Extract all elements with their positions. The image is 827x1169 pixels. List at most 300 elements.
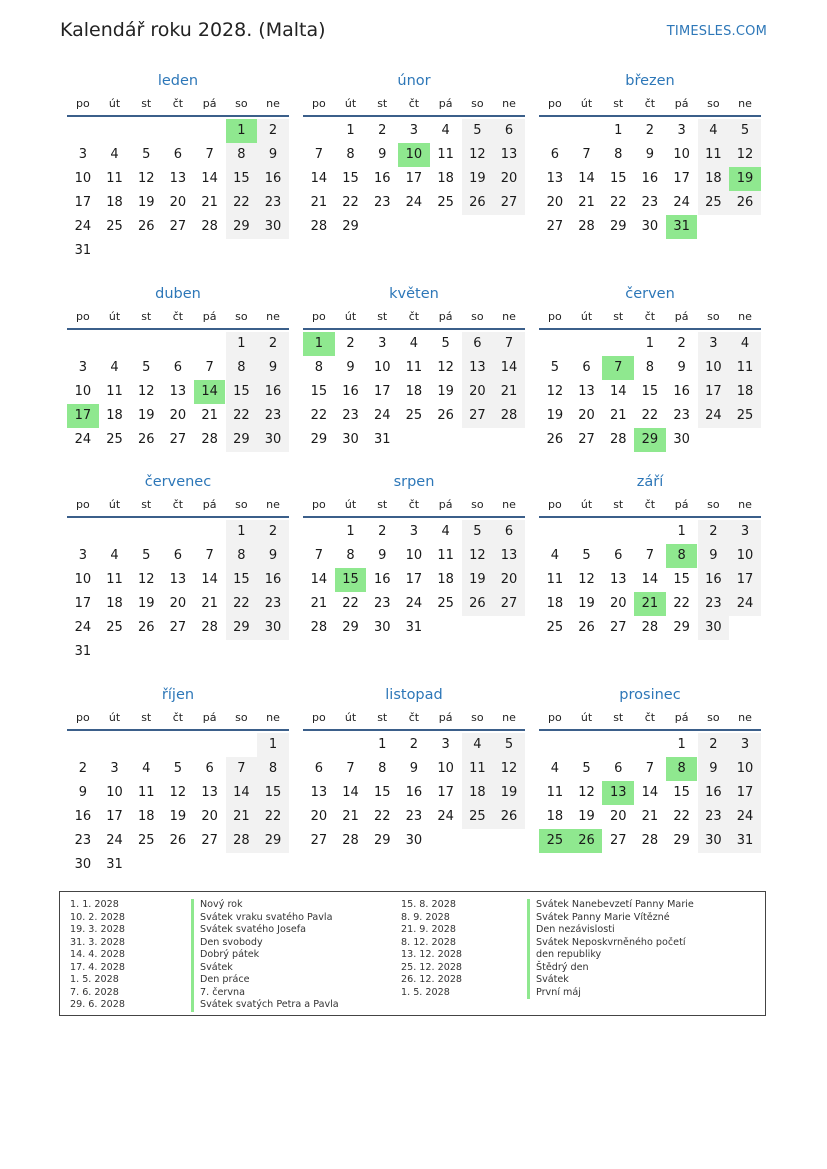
day-cell: 11	[405, 360, 423, 375]
weekday-label: so	[471, 310, 484, 323]
weekday-label: so	[235, 310, 248, 323]
day-cell: 24	[405, 596, 423, 611]
day-cell: 11	[437, 147, 454, 162]
day-cell: 29	[342, 219, 359, 234]
day-cell: 21	[578, 195, 595, 210]
weekday-label: so	[707, 310, 720, 323]
day-cell: 5	[142, 548, 151, 563]
day-cell: 5	[441, 336, 450, 351]
weekday-label: st	[377, 498, 388, 511]
day-cell: 26	[578, 620, 595, 635]
day-cell: 17	[698, 380, 730, 404]
day-cell: 25	[137, 833, 155, 848]
day-cell: 16	[257, 167, 289, 191]
legend-holiday-name: Svátek Neposkvrněného početí	[527, 937, 686, 950]
weekday-header	[303, 711, 525, 731]
day-cell: 3	[78, 147, 87, 162]
legend-date: 21. 9. 2028	[401, 924, 456, 935]
day-cell: 27	[493, 191, 525, 215]
day-cell: 11	[106, 171, 123, 186]
day-cell: 23	[74, 833, 92, 848]
day-cell: 8	[226, 143, 258, 167]
day-cell: 2	[409, 737, 419, 752]
day-cell: 22	[673, 809, 690, 824]
month-name: září	[636, 474, 664, 490]
weekday-header	[303, 97, 525, 117]
weekday-label: so	[707, 711, 720, 724]
weekday-label: út	[580, 310, 593, 323]
day-cell: 1	[257, 733, 289, 757]
weekday-label: ne	[502, 498, 516, 511]
day-cell: 5	[582, 548, 591, 563]
day-cell: 5	[173, 761, 183, 776]
weekday-label: po	[311, 498, 326, 511]
day-cell: 22	[310, 408, 328, 423]
day-cell: 19	[493, 781, 525, 805]
day-cell: 13	[201, 785, 218, 800]
day-cell: 30	[698, 829, 730, 853]
day-cell: 21	[342, 809, 359, 824]
day-cell: 27	[462, 404, 494, 428]
holiday-day-cell: 21	[634, 592, 666, 616]
day-cell: 15	[373, 785, 391, 800]
day-cell: 20	[169, 408, 187, 423]
day-cell: 21	[201, 408, 218, 423]
day-cell: 10	[437, 761, 454, 776]
day-cell: 18	[546, 596, 564, 611]
weekday-header	[539, 97, 761, 117]
day-cell: 15	[226, 167, 258, 191]
day-cell: 15	[673, 785, 690, 800]
day-cell: 21	[226, 805, 258, 829]
weekday-label: st	[141, 310, 152, 323]
day-cell: 23	[673, 408, 690, 423]
day-cell: 17	[729, 568, 761, 592]
header-rule	[539, 516, 761, 518]
day-cell: 24	[405, 195, 423, 210]
day-cell: 13	[493, 544, 525, 568]
day-cell: 30	[641, 219, 659, 234]
day-cell: 20	[578, 408, 595, 423]
weekday-label: pá	[438, 711, 453, 724]
weekday-label: ne	[266, 97, 280, 110]
day-cell: 6	[173, 360, 183, 375]
legend-date: 19. 3. 2028	[70, 924, 125, 935]
day-cell: 9	[409, 761, 419, 776]
day-cell: 27	[201, 833, 218, 848]
day-cell: 13	[310, 785, 328, 800]
day-cell: 8	[346, 147, 355, 162]
header-rule	[539, 115, 761, 117]
weekday-label: so	[471, 498, 484, 511]
day-cell: 11	[462, 757, 494, 781]
day-cell: 23	[641, 195, 659, 210]
day-cell: 21	[310, 195, 328, 210]
day-cell: 10	[74, 572, 92, 587]
day-cell: 18	[729, 380, 761, 404]
day-cell: 4	[142, 761, 151, 776]
day-cell: 15	[609, 171, 627, 186]
month-name: květen	[389, 286, 439, 302]
day-cell: 7	[314, 147, 323, 162]
day-cell: 13	[546, 171, 564, 186]
day-cell: 19	[137, 596, 155, 611]
weekday-label: po	[311, 310, 326, 323]
day-cell: 9	[645, 147, 655, 162]
weekday-label: út	[108, 310, 121, 323]
day-cell: 24	[729, 805, 761, 829]
day-cell: 4	[110, 548, 119, 563]
weekday-label: so	[235, 711, 248, 724]
day-cell: 29	[673, 833, 690, 848]
day-cell: 12	[137, 384, 155, 399]
day-cell: 4	[698, 119, 730, 143]
weekday-header	[303, 498, 525, 518]
day-cell: 24	[373, 408, 391, 423]
header-rule	[303, 328, 525, 330]
header-rule	[539, 328, 761, 330]
day-cell: 16	[641, 171, 659, 186]
weekday-label: so	[235, 97, 248, 110]
day-cell: 28	[201, 620, 218, 635]
day-cell: 26	[546, 432, 564, 447]
day-cell: 19	[137, 195, 155, 210]
holiday-day-cell: 10	[398, 143, 430, 167]
legend-holiday-name: Svátek Panny Marie Vítězné	[527, 912, 670, 925]
weekday-header	[539, 310, 761, 330]
day-cell: 14	[641, 785, 659, 800]
holiday-day-cell: 31	[666, 215, 698, 239]
header-rule	[303, 516, 525, 518]
day-cell: 10	[106, 785, 123, 800]
day-cell: 27	[578, 432, 595, 447]
day-cell: 4	[110, 147, 119, 162]
day-cell: 29	[226, 428, 258, 452]
weekday-label: út	[344, 498, 357, 511]
day-cell: 5	[582, 761, 591, 776]
day-cell: 29	[226, 215, 258, 239]
weekday-label: čt	[408, 498, 420, 511]
weekday-label: út	[344, 97, 357, 110]
day-cell: 1	[645, 336, 655, 351]
holiday-day-cell: 8	[666, 544, 698, 568]
day-cell: 29	[310, 432, 328, 447]
day-cell: 3	[409, 123, 419, 138]
holiday-day-cell: 17	[67, 404, 99, 428]
day-cell: 19	[137, 408, 155, 423]
day-cell: 9	[677, 360, 686, 375]
day-cell: 19	[462, 167, 494, 191]
day-cell: 19	[462, 568, 494, 592]
day-cell: 22	[641, 408, 659, 423]
header-rule	[67, 115, 289, 117]
day-cell: 11	[729, 356, 761, 380]
day-cell: 2	[257, 520, 289, 544]
holiday-day-cell: 26	[571, 829, 603, 853]
day-cell: 10	[729, 757, 761, 781]
day-cell: 24	[673, 195, 690, 210]
day-cell: 9	[698, 544, 730, 568]
day-cell: 25	[546, 620, 564, 635]
day-cell: 7	[205, 147, 214, 162]
day-cell: 1	[677, 737, 686, 752]
day-cell: 20	[201, 809, 218, 824]
day-cell: 28	[201, 219, 218, 234]
day-cell: 9	[378, 548, 387, 563]
day-cell: 6	[462, 332, 494, 356]
month-name: duben	[155, 286, 201, 302]
day-cell: 26	[137, 432, 155, 447]
weekday-label: út	[344, 711, 357, 724]
day-cell: 27	[169, 620, 187, 635]
day-cell: 16	[673, 384, 690, 399]
weekday-label: pá	[674, 97, 689, 110]
day-cell: 26	[462, 592, 494, 616]
weekday-label: ne	[266, 310, 280, 323]
legend-holiday-name: Den nezávislosti	[527, 924, 615, 937]
day-cell: 25	[698, 191, 730, 215]
day-cell: 21	[641, 809, 659, 824]
day-cell: 13	[169, 171, 187, 186]
day-cell: 3	[409, 524, 419, 539]
day-cell: 4	[441, 123, 450, 138]
day-cell: 14	[201, 572, 218, 587]
weekday-label: pá	[202, 310, 217, 323]
weekday-label: st	[613, 97, 624, 110]
weekday-label: st	[141, 711, 152, 724]
day-cell: 30	[257, 428, 289, 452]
holiday-day-cell: 8	[666, 757, 698, 781]
day-cell: 4	[110, 360, 119, 375]
weekday-header	[539, 711, 761, 731]
holiday-day-cell: 7	[602, 356, 634, 380]
day-cell: 2	[378, 123, 387, 138]
day-cell: 2	[698, 733, 730, 757]
legend-date: 8. 9. 2028	[401, 911, 450, 923]
legend-date: 15. 8. 2028	[401, 899, 456, 910]
day-cell: 22	[226, 191, 258, 215]
month-name: červen	[625, 286, 675, 302]
weekday-label: po	[75, 97, 90, 110]
day-cell: 29	[342, 620, 359, 635]
weekday-label: ne	[266, 711, 280, 724]
header-rule	[303, 115, 525, 117]
day-cell: 15	[342, 171, 359, 186]
site-link[interactable]: TIMESLES.COM	[666, 24, 767, 39]
day-cell: 21	[493, 380, 525, 404]
weekday-label: út	[580, 97, 593, 110]
day-cell: 15	[310, 384, 328, 399]
day-cell: 22	[257, 805, 289, 829]
legend-holiday-name: Svátek	[191, 962, 233, 975]
day-cell: 28	[641, 620, 659, 635]
day-cell: 15	[257, 781, 289, 805]
day-cell: 16	[698, 568, 730, 592]
day-cell: 19	[546, 408, 564, 423]
day-cell: 4	[441, 524, 450, 539]
day-cell: 19	[169, 809, 187, 824]
day-cell: 14	[342, 785, 359, 800]
legend-holiday-name: Svátek	[527, 974, 569, 987]
day-cell: 10	[729, 544, 761, 568]
weekday-header	[67, 498, 289, 518]
day-cell: 8	[226, 544, 258, 568]
day-cell: 23	[405, 809, 423, 824]
weekday-label: po	[311, 711, 326, 724]
day-cell: 10	[673, 147, 690, 162]
day-cell: 21	[609, 408, 627, 423]
day-cell: 3	[677, 123, 686, 138]
day-cell: 3	[441, 737, 450, 752]
day-cell: 23	[373, 195, 391, 210]
day-cell: 16	[405, 785, 423, 800]
day-cell: 8	[378, 761, 387, 776]
day-cell: 25	[437, 596, 454, 611]
day-cell: 28	[493, 404, 525, 428]
legend-date: 25. 12. 2028	[401, 961, 463, 973]
day-cell: 20	[462, 380, 494, 404]
legend-date: 26. 12. 2028	[401, 974, 463, 985]
header-rule	[539, 729, 761, 731]
day-cell: 16	[74, 809, 92, 824]
day-cell: 8	[645, 360, 655, 375]
weekday-label: ne	[738, 711, 752, 724]
day-cell: 12	[437, 360, 454, 375]
day-cell: 5	[142, 147, 151, 162]
day-cell: 18	[106, 408, 123, 423]
weekday-label: st	[141, 498, 152, 511]
day-cell: 18	[106, 596, 123, 611]
day-cell: 11	[698, 143, 730, 167]
day-cell: 16	[342, 384, 359, 399]
day-cell: 7	[645, 761, 655, 776]
day-cell: 26	[137, 219, 155, 234]
day-cell: 26	[493, 805, 525, 829]
weekday-label: po	[547, 711, 562, 724]
weekday-label: čt	[644, 498, 656, 511]
day-cell: 2	[645, 123, 655, 138]
day-cell: 23	[342, 408, 359, 423]
day-cell: 19	[578, 596, 595, 611]
month-name: listopad	[385, 687, 443, 703]
day-cell: 14	[578, 171, 595, 186]
header-rule	[67, 516, 289, 518]
weekday-label: st	[613, 498, 624, 511]
day-cell: 22	[342, 195, 359, 210]
holiday-day-cell: 19	[729, 167, 761, 191]
day-cell: 24	[437, 809, 454, 824]
day-cell: 20	[169, 195, 187, 210]
day-cell: 18	[698, 167, 730, 191]
weekday-label: ne	[738, 310, 752, 323]
day-cell: 31	[106, 857, 123, 872]
day-cell: 24	[729, 592, 761, 616]
day-cell: 8	[257, 757, 289, 781]
day-cell: 24	[74, 620, 92, 635]
day-cell: 6	[173, 548, 183, 563]
header-rule	[67, 729, 289, 731]
day-cell: 7	[205, 548, 214, 563]
day-cell: 30	[257, 215, 289, 239]
day-cell: 20	[609, 809, 627, 824]
day-cell: 2	[346, 336, 355, 351]
weekday-label: ne	[266, 498, 280, 511]
day-cell: 1	[677, 524, 686, 539]
day-cell: 20	[609, 596, 627, 611]
day-cell: 19	[578, 809, 595, 824]
day-cell: 22	[226, 592, 258, 616]
day-cell: 9	[257, 544, 289, 568]
day-cell: 17	[729, 781, 761, 805]
day-cell: 7	[346, 761, 355, 776]
day-cell: 31	[74, 243, 92, 258]
day-cell: 17	[373, 384, 391, 399]
day-cell: 9	[346, 360, 355, 375]
weekday-label: ne	[738, 97, 752, 110]
day-cell: 14	[641, 572, 659, 587]
day-cell: 31	[373, 432, 391, 447]
holiday-legend	[59, 891, 766, 1016]
header-rule	[67, 328, 289, 330]
day-cell: 2	[378, 524, 387, 539]
day-cell: 18	[106, 195, 123, 210]
day-cell: 12	[169, 785, 187, 800]
day-cell: 30	[373, 620, 391, 635]
day-cell: 7	[205, 360, 214, 375]
day-cell: 14	[609, 384, 627, 399]
day-cell: 12	[578, 785, 595, 800]
weekday-label: čt	[644, 310, 656, 323]
day-cell: 17	[74, 195, 92, 210]
day-cell: 5	[493, 733, 525, 757]
day-cell: 6	[550, 147, 559, 162]
day-cell: 23	[698, 805, 730, 829]
day-cell: 18	[437, 171, 454, 186]
day-cell: 5	[729, 119, 761, 143]
weekday-label: st	[377, 97, 388, 110]
day-cell: 3	[378, 336, 387, 351]
day-cell: 10	[405, 548, 423, 563]
legend-date: 1. 5. 2028	[70, 974, 119, 985]
day-cell: 27	[493, 592, 525, 616]
day-cell: 24	[74, 432, 92, 447]
month-name: leden	[157, 73, 199, 89]
day-cell: 28	[609, 432, 627, 447]
day-cell: 6	[205, 761, 214, 776]
day-cell: 25	[106, 620, 123, 635]
day-cell: 31	[74, 644, 92, 659]
day-cell: 11	[546, 785, 564, 800]
day-cell: 13	[578, 384, 595, 399]
day-cell: 9	[257, 143, 289, 167]
weekday-label: čt	[644, 711, 656, 724]
day-cell: 12	[729, 143, 761, 167]
day-cell: 11	[106, 384, 123, 399]
day-cell: 14	[201, 171, 218, 186]
month-name: únor	[397, 73, 431, 89]
day-cell: 3	[698, 332, 730, 356]
day-cell: 13	[169, 572, 187, 587]
holiday-day-cell: 1	[226, 119, 258, 143]
day-cell: 7	[314, 548, 323, 563]
weekday-label: ne	[502, 97, 516, 110]
weekday-label: čt	[172, 711, 184, 724]
day-cell: 4	[409, 336, 419, 351]
day-cell: 31	[405, 620, 423, 635]
day-cell: 6	[493, 119, 525, 143]
weekday-label: čt	[172, 310, 184, 323]
weekday-label: po	[311, 97, 326, 110]
